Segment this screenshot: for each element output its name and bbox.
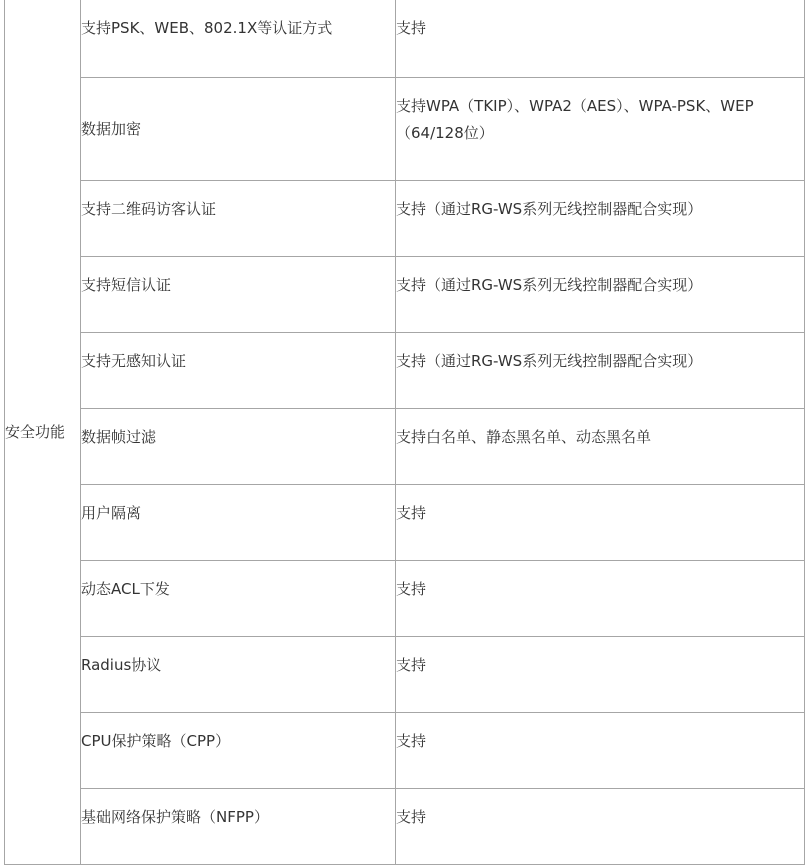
table-row bbox=[5, 561, 805, 637]
table-row bbox=[5, 789, 805, 865]
feature-label: 支持短信认证 bbox=[81, 276, 172, 294]
value-cell bbox=[396, 181, 805, 257]
feature-label: 动态ACL下发 bbox=[81, 580, 170, 598]
category-label: 安全功能 bbox=[5, 422, 66, 441]
value-label: 支持 bbox=[396, 504, 427, 522]
table-row bbox=[5, 257, 805, 333]
feature-label: 数据加密 bbox=[81, 119, 142, 138]
value-cell bbox=[396, 789, 805, 865]
feature-label: Radius协议 bbox=[81, 656, 162, 674]
feature-cell bbox=[81, 181, 396, 257]
table-row bbox=[5, 409, 805, 485]
feature-cell bbox=[81, 713, 396, 789]
table-row bbox=[5, 181, 805, 257]
feature-label: CPU保护策略（CPP） bbox=[81, 732, 231, 750]
value-label: 支持 bbox=[396, 580, 427, 598]
value-cell bbox=[396, 409, 805, 485]
feature-cell bbox=[81, 409, 396, 485]
feature-label: 支持PSK、WEB、802.1X等认证方式 bbox=[81, 19, 333, 37]
value-cell bbox=[396, 713, 805, 789]
value-label: 支持 bbox=[396, 19, 427, 37]
table-row bbox=[5, 0, 805, 78]
table-row bbox=[5, 637, 805, 713]
value-cell bbox=[396, 78, 805, 181]
value-cell bbox=[396, 485, 805, 561]
feature-cell bbox=[81, 485, 396, 561]
feature-label: 支持无感知认证 bbox=[81, 352, 187, 370]
feature-label: 支持二维码访客认证 bbox=[81, 200, 217, 218]
table-row bbox=[5, 78, 805, 181]
value-cell bbox=[396, 637, 805, 713]
value-cell bbox=[396, 333, 805, 409]
value-label: 支持（通过RG-WS系列无线控制器配合实现） bbox=[396, 200, 703, 218]
value-label: 支持 bbox=[396, 732, 427, 750]
feature-cell bbox=[81, 0, 396, 78]
value-cell bbox=[396, 561, 805, 637]
value-label: 支持WPA（TKIP）、WPA2（AES）、WPA-PSK、WEP（64/128位） bbox=[396, 97, 754, 142]
value-label: 支持（通过RG-WS系列无线控制器配合实现） bbox=[396, 352, 703, 370]
feature-cell bbox=[81, 78, 396, 181]
value-label: 支持（通过RG-WS系列无线控制器配合实现） bbox=[396, 276, 703, 294]
table-row bbox=[5, 713, 805, 789]
feature-cell bbox=[81, 333, 396, 409]
table-row bbox=[5, 485, 805, 561]
feature-cell bbox=[81, 637, 396, 713]
feature-cell bbox=[81, 561, 396, 637]
security-spec-table bbox=[4, 0, 805, 865]
value-cell bbox=[396, 257, 805, 333]
feature-label: 基础网络保护策略（NFPP） bbox=[81, 808, 269, 826]
feature-cell bbox=[81, 789, 396, 865]
feature-cell bbox=[81, 257, 396, 333]
value-label: 支持 bbox=[396, 808, 427, 826]
value-label: 支持 bbox=[396, 656, 427, 674]
table-row bbox=[5, 333, 805, 409]
feature-label: 用户隔离 bbox=[81, 504, 142, 522]
category-cell bbox=[5, 0, 81, 865]
value-label: 支持白名单、静态黑名单、动态黑名单 bbox=[396, 428, 652, 446]
value-cell bbox=[396, 0, 805, 78]
feature-label: 数据帧过滤 bbox=[81, 428, 157, 446]
